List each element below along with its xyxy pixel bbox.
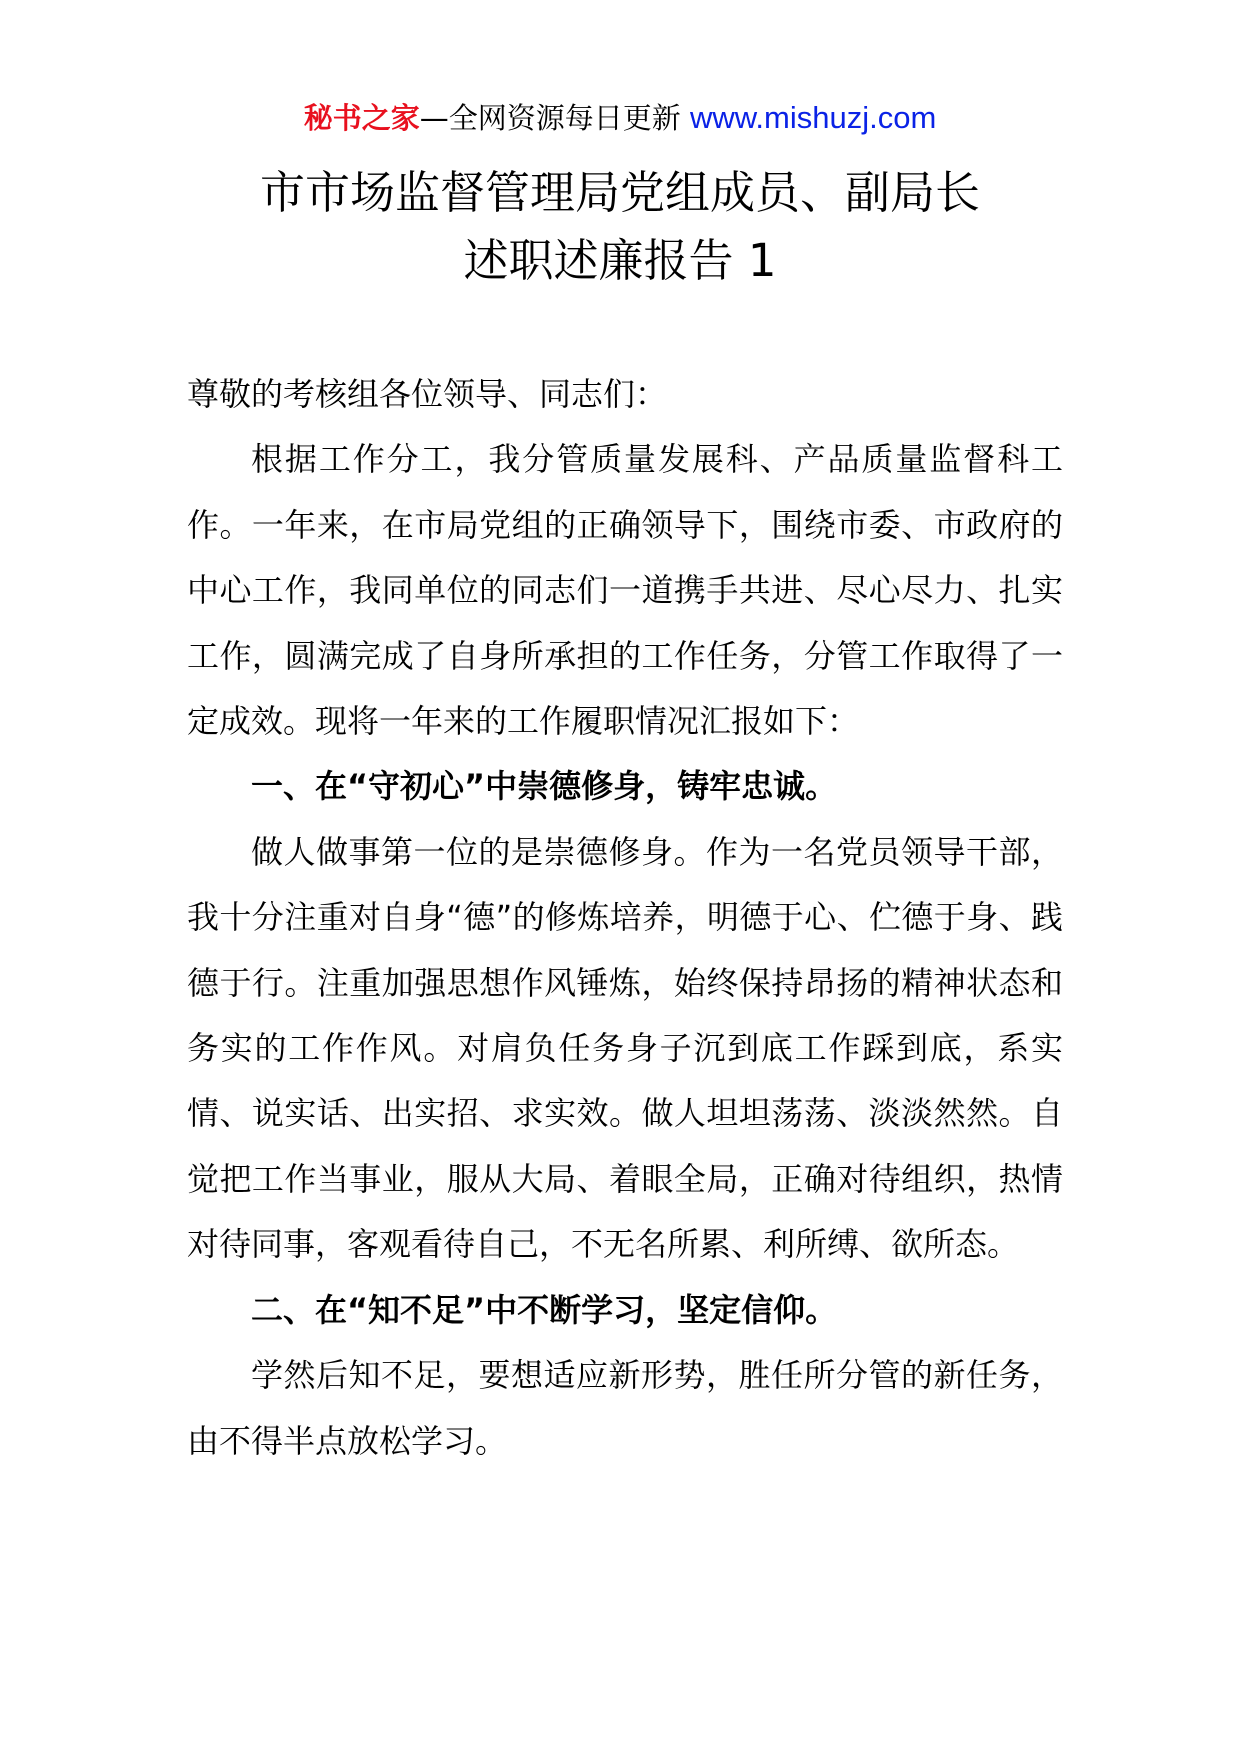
- body-paragraph: 根据工作分工，我分管质量发展科、产品质量监督科工作。一年来，在市局党组的正确领导下，围绕市委、市政府的中心工作，我同单位的同志们一道携手共进、尽心尽力、扎实工作，圆满完成了自身所承担的工作任务，分管工作取得了一定成效。现将一年来的工作履职情况汇报如下：: [187, 440, 1063, 741]
- document-title-line-2: 述职述廉报告 1: [463, 234, 777, 287]
- brand-name: 秘书之家: [303, 101, 420, 135]
- section-heading: 二、在“知不足”中不断学习，坚定信仰。: [251, 1290, 838, 1329]
- body-paragraph: 做人做事第一位的是崇德修身。作为一名党员领导干部，我十分注重对自身“德”的修炼培养，明德于心、伫德于身、践德于行。注重加强思想作风锤炼，始终保持昂扬的精神状态和务实的工作作风。对肩负任务身子沉到底工作踩到底，系实情、说实话、出实招、求实效。做人坦坦荡荡、淡淡然然。自觉把工作当事业，服从大局、着眼全局，正确对待组织，热情对待同事，客观看待自己，不无名所累、利所缚、欲所态。: [187, 832, 1063, 1264]
- site-url-link[interactable]: www.mishuzj.com: [689, 100, 937, 135]
- document-body: [187, 362, 1063, 1474]
- salutation: 尊敬的考核组各位领导、同志们：: [187, 375, 668, 413]
- site-banner: [0, 98, 1240, 138]
- body-paragraph: 学然后知不足，要想适应新形势，胜任所分管的新任务，由不得半点放松学习。: [187, 1356, 1063, 1460]
- document-title-line-1: 市市场监督管理局党组成员、副局长: [259, 166, 980, 219]
- banner-tagline: —全网资源每日更新: [419, 101, 681, 135]
- section-heading: 一、在“守初心”中崇德修身，铸牢忠诚。: [251, 767, 838, 806]
